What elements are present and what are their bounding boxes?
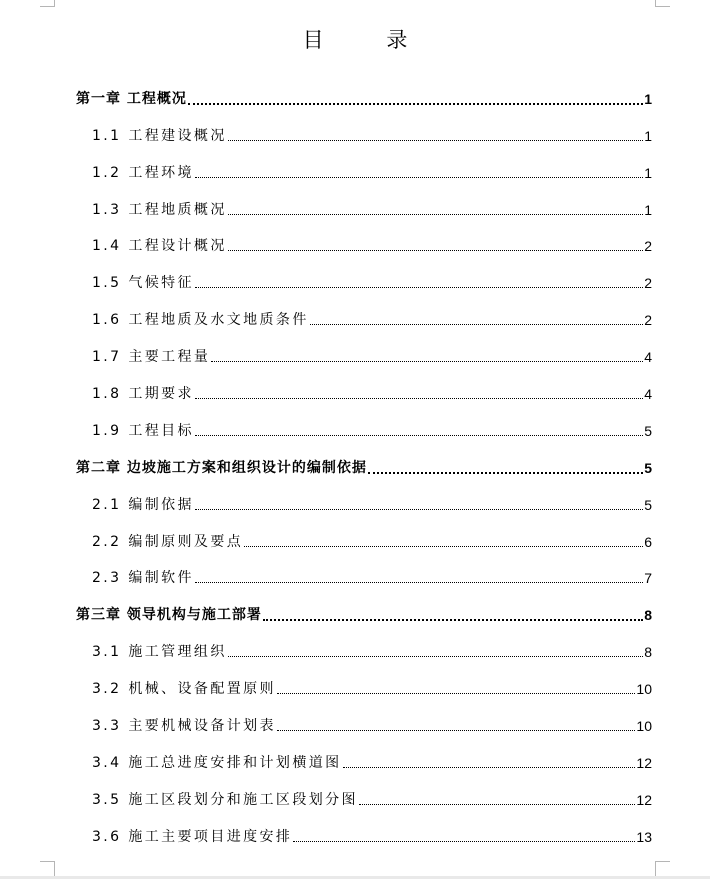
crop-mark-bottom-right	[655, 861, 670, 876]
toc-page-number: 2	[644, 312, 652, 329]
toc-entry-title: 1.7 主要工程量	[92, 349, 211, 366]
toc-entry-title: 3.3 主要机械设备计划表	[92, 718, 276, 735]
toc-section-entry[interactable]	[76, 338, 652, 375]
toc-entry-title: 2.2 编制原则及要点	[92, 533, 244, 550]
toc-page-number: 1	[644, 201, 652, 218]
crop-mark-top-right	[655, 0, 670, 7]
toc-dot-leader	[293, 841, 635, 842]
toc-dot-leader	[368, 472, 643, 474]
toc-entry-title: 第二章 边坡施工方案和组织设计的编制依据	[76, 459, 367, 476]
toc-entry-title: 1.1 工程建设概况	[92, 127, 227, 144]
toc-dot-leader	[310, 324, 643, 325]
toc-section-entry[interactable]	[76, 486, 652, 523]
toc-entry-title: 3.4 施工总进度安排和计划横道图	[92, 754, 342, 771]
toc-page-number: 10	[636, 718, 652, 735]
toc-section-entry[interactable]	[76, 781, 652, 818]
toc-chapter-entry[interactable]	[76, 596, 652, 633]
toc-entry-title: 2.3 编制软件	[92, 570, 194, 587]
toc-page-number: 1	[644, 127, 652, 144]
toc-section-entry[interactable]	[76, 412, 652, 449]
toc-section-entry[interactable]	[76, 228, 652, 265]
toc-title: 目 录	[302, 28, 436, 52]
toc-entry-title: 1.9 工程目标	[92, 422, 194, 439]
toc-section-entry[interactable]	[76, 264, 652, 301]
toc-entry-title: 1.3 工程地质概况	[92, 201, 227, 218]
toc-page-number: 5	[644, 496, 652, 513]
toc-dot-leader	[263, 619, 643, 621]
toc-entry-title: 1.4 工程设计概况	[92, 238, 227, 255]
toc-entry-title: 2.1 编制依据	[92, 496, 194, 513]
toc-entry-title: 3.1 施工管理组织	[92, 644, 227, 661]
toc-page-number: 8	[644, 607, 652, 624]
toc-page-number: 1	[644, 90, 652, 107]
toc-dot-leader	[277, 730, 636, 731]
toc-section-entry[interactable]	[76, 375, 652, 412]
toc-section-entry[interactable]	[76, 818, 652, 855]
toc-entry-title: 第三章 领导机构与施工部署	[76, 607, 262, 624]
toc-page-number: 5	[644, 422, 652, 439]
toc-section-entry[interactable]	[76, 633, 652, 670]
toc-dot-leader	[228, 140, 643, 141]
toc-section-entry[interactable]	[76, 154, 652, 191]
toc-page-number: 12	[636, 754, 652, 771]
toc-dot-leader	[211, 361, 643, 362]
toc-chapter-entry[interactable]	[76, 80, 652, 117]
toc-entry-title: 1.6 工程地质及水文地质条件	[92, 312, 309, 329]
toc-section-entry[interactable]	[76, 191, 652, 228]
toc-section-entry[interactable]	[76, 117, 652, 154]
toc-dot-leader	[195, 177, 643, 178]
toc-page-number: 5	[644, 459, 652, 476]
toc-page-number: 7	[644, 570, 652, 587]
toc-dot-leader	[277, 693, 636, 694]
table-of-contents	[76, 80, 652, 855]
toc-entry-title: 1.8 工期要求	[92, 386, 194, 403]
toc-section-entry[interactable]	[76, 523, 652, 560]
toc-page-number: 4	[644, 386, 652, 403]
toc-entry-title: 3.2 机械、设备配置原则	[92, 681, 276, 698]
toc-page-number: 2	[644, 275, 652, 292]
toc-dot-leader	[195, 435, 643, 436]
toc-section-entry[interactable]	[76, 707, 652, 744]
toc-section-entry[interactable]	[76, 301, 652, 338]
toc-dot-leader	[244, 546, 643, 547]
toc-dot-leader	[228, 656, 643, 657]
toc-section-entry[interactable]	[76, 744, 652, 781]
toc-entry-title: 第一章 工程概况	[76, 90, 187, 107]
toc-section-entry[interactable]	[76, 560, 652, 597]
toc-chapter-entry[interactable]	[76, 449, 652, 486]
toc-page-number: 10	[636, 681, 652, 698]
toc-entry-title: 1.2 工程环境	[92, 164, 194, 181]
toc-dot-leader	[195, 582, 643, 583]
toc-page-number: 4	[644, 349, 652, 366]
toc-dot-leader	[195, 398, 643, 399]
toc-page-number: 2	[644, 238, 652, 255]
toc-section-entry[interactable]	[76, 670, 652, 707]
toc-entry-title: 3.6 施工主要项目进度安排	[92, 828, 293, 845]
toc-dot-leader	[195, 509, 643, 510]
crop-mark-bottom-left	[40, 861, 55, 876]
toc-page-number: 1	[644, 164, 652, 181]
toc-dot-leader	[228, 214, 643, 215]
toc-dot-leader	[343, 767, 636, 768]
toc-entry-title: 1.5 气候特征	[92, 275, 194, 292]
toc-page-number: 12	[636, 791, 652, 808]
toc-page-number: 6	[644, 533, 652, 550]
crop-mark-top-left	[40, 0, 55, 7]
toc-page-number: 13	[636, 828, 652, 845]
toc-dot-leader	[188, 103, 643, 105]
toc-page-number: 8	[644, 644, 652, 661]
toc-dot-leader	[228, 250, 643, 251]
toc-dot-leader	[195, 287, 643, 288]
toc-dot-leader	[359, 804, 636, 805]
toc-entry-title: 3.5 施工区段划分和施工区段划分图	[92, 791, 358, 808]
